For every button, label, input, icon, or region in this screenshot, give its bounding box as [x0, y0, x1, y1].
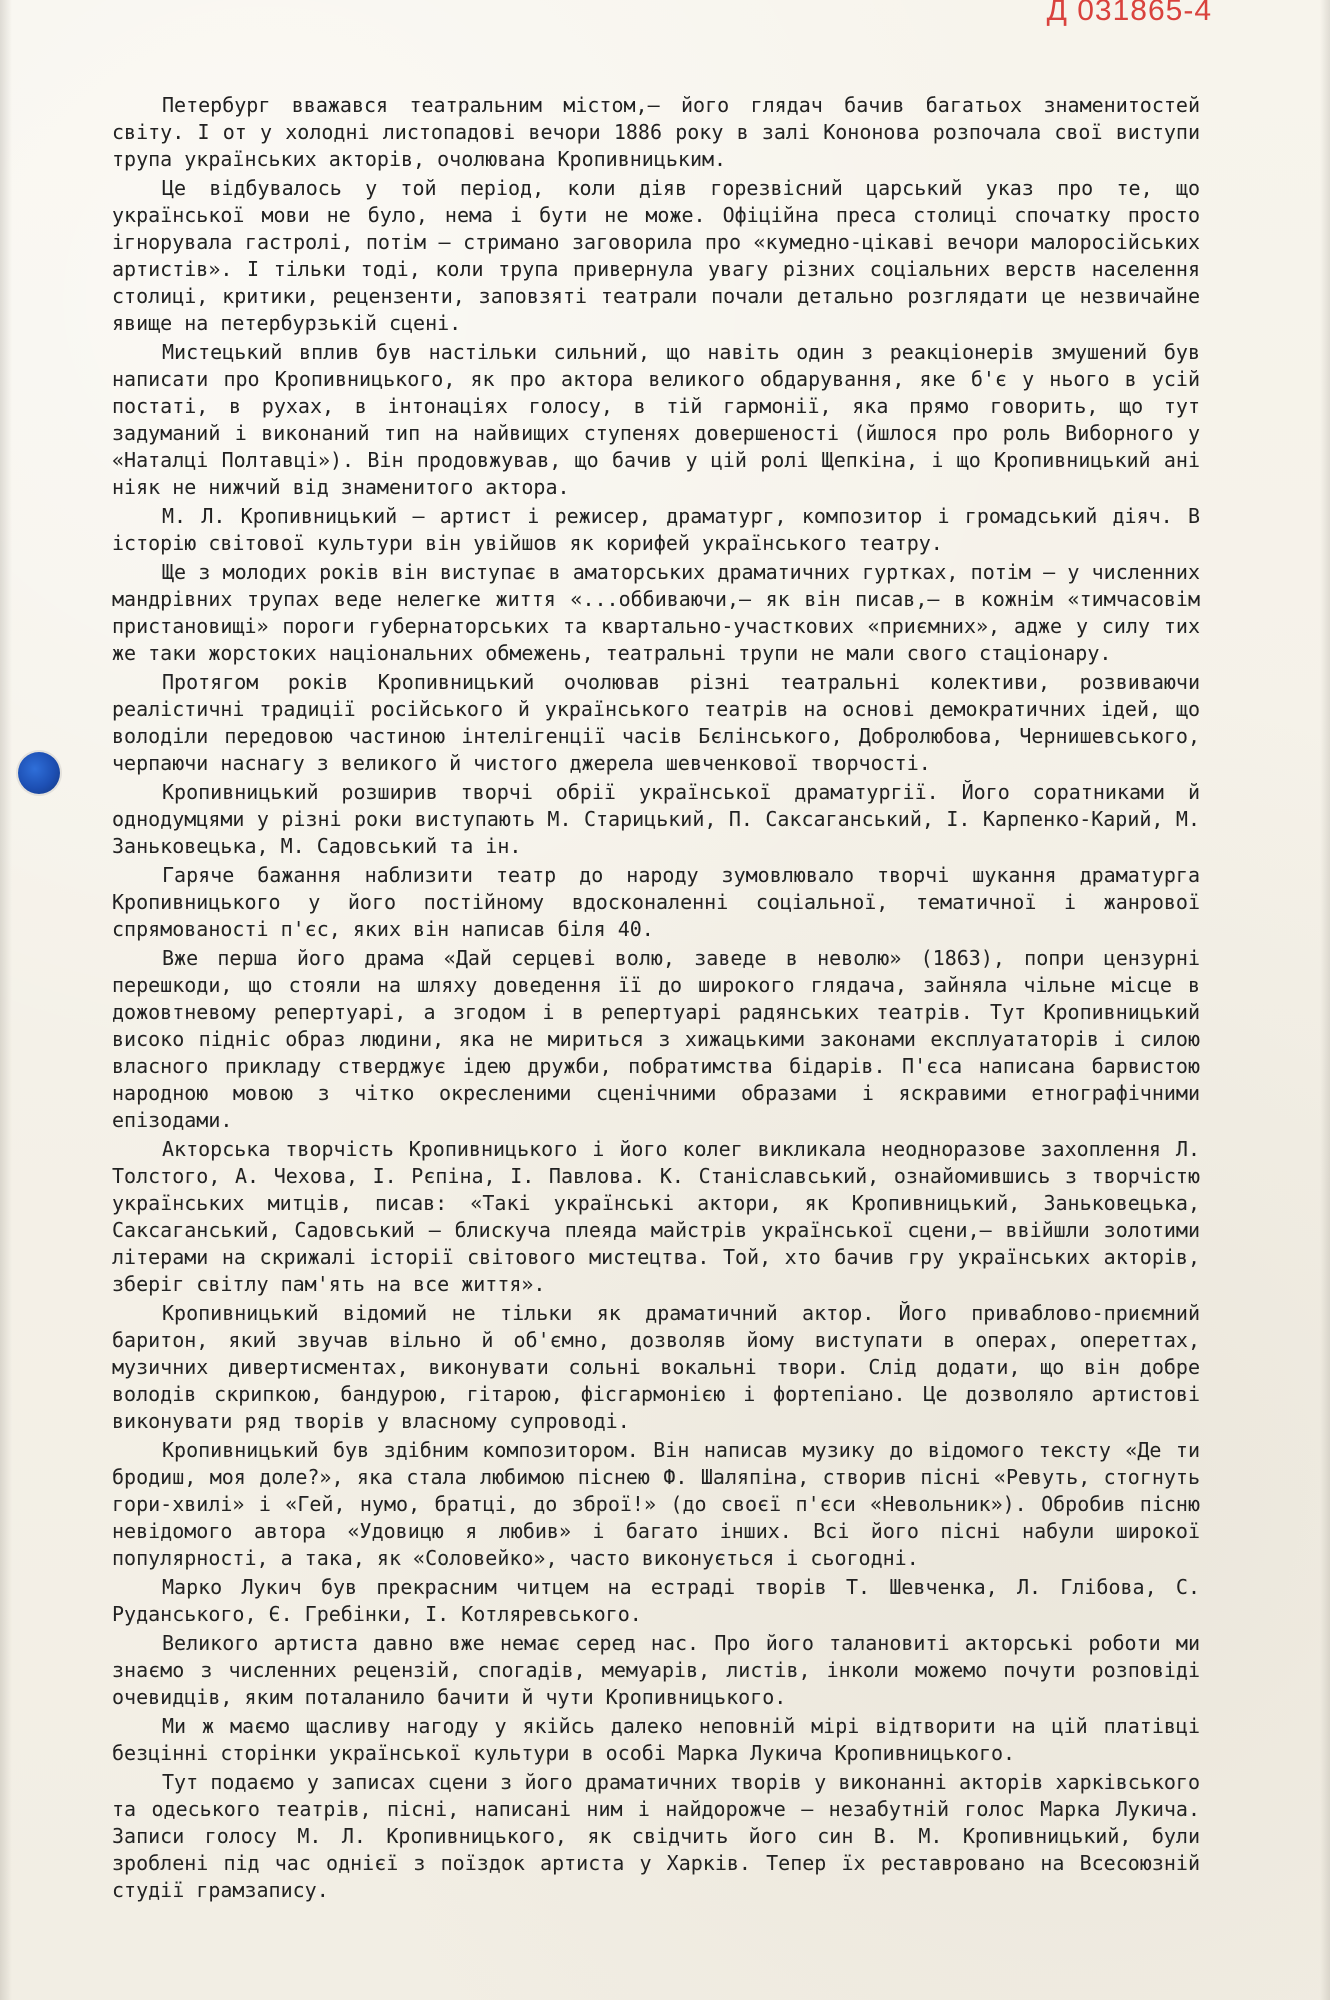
paragraph: Ми ж маємо щасливу нагоду у якійсь далеко неповній мірі відтворити на цій платівці безцінні сторінки української культури в особі Марка Лукича Кропивницького. [112, 1714, 1200, 1765]
paragraph: Кропивницький був здібним композитором. Він написав музику до відомого тексту «Де ти бродиш, моя доле?», яка стала любимою піснею Ф. Шаляпіна, створив пісні «Ревуть, стогнуть гори-хвилі» і «Гей, нумо, братці, до зброї!» (до своєї п'єси «Невольник»). Обробив пісню невідомого автора «Удовицю я любив» і багато інших. Всі його пісні набули широкої популярності, а така, як «Соловейко», часто виконується і сьогодні. [112, 1438, 1200, 1570]
document-stamp: Д 031865-4 [1046, 0, 1212, 27]
paragraph: Гаряче бажання наблизити театр до народу зумовлювало творчі шукання драматурга Кропивницького у його постійному вдосконаленні соціальної, тематичної і жанрової спрямованості п'єс, яких він написав біля 40. [112, 863, 1200, 941]
paragraph: Ще з молодих років він виступає в аматорських драматичних гуртках, потім — у численних мандрівних трупах веде нелегке життя «...оббиваючи,— як він писав,— в кожнім «тимчасовім пристановищі» пороги губернаторських та квартально-участкових «приємних», адже у силу тих же таки жорстоких національних обмежень, театральні трупи не мали свого стаціонару. [112, 560, 1200, 665]
article-text [112, 92, 1200, 1906]
paragraph: М. Л. Кропивницький — артист і режисер, драматург, композитор і громадський діяч. В історію світової культури він увійшов як корифей українського театру. [112, 504, 1200, 555]
paragraph: Кропивницький розширив творчі обрії української драматургії. Його соратниками й однодумцями у різні роки виступають М. Старицький, П. Саксаганський, І. Карпенко-Карий, М. Заньковецька, М. Садовський та ін. [112, 780, 1200, 858]
paragraph: Великого артиста давно вже немає серед нас. Про його талановиті акторські роботи ми знаємо з численних рецензій, спогадів, мемуарів, листів, інколи можемо почути розповіді очевидців, яким поталанило бачити й чути Кропивницького. [112, 1631, 1200, 1709]
paragraph: Вже перша його драма «Дай серцеві волю, заведе в неволю» (1863), попри цензурні перешкоди, що стояли на шляху доведення її до широкого глядача, зайняла чільне місце в дожовтневому репертуарі, а згодом і в репертуарі радянських театрів. Тут Кропивницький високо підніс образ людини, яка не мириться з хижацькими законами експлуататорів і силою власного прикладу стверджує ідею дружби, побратимства бідарів. П'єса написана барвистою народною мовою з чітко окресленими сценічними образами і яскравими етнографічними епізодами. [112, 946, 1200, 1132]
paragraph: Тут подаємо у записах сцени з його драматичних творів у виконанні акторів харківського та одеського театрів, пісні, написані ним і найдорожче — незабутній голос Марка Лукича. Записи голосу М. Л. Кропивницького, як свідчить його син В. М. Кропивницький, були зроблені під час однієї з поїздок артиста у Харків. Тепер їх реставровано на Всесоюзній студії грамзапису. [112, 1770, 1200, 1902]
paragraph: Акторська творчість Кропивницького і його колег викликала неодноразове захоплення Л. Толстого, А. Чехова, І. Рєпіна, І. Павлова. К. Станіславський, ознайомившись з творчістю українських митців, писав: «Такі українські актори, як Кропивницький, Заньковецька, Саксаганський, Садовський — блискуча плеяда майстрів української сцени,— ввійшли золотими літерами на скрижалі історії світового мистецтва. Той, хто бачив гру українських акторів, зберіг світлу пам'ять на все життя». [112, 1137, 1200, 1296]
paragraph: Мистецький вплив був настільки сильний, що навіть один з реакціонерів змушений був написати про Кропивницького, як про актора великого обдарування, яке б'є у нього в усій постаті, в рухах, в інтонаціях голосу, в тій гармонії, яка прямо говорить, що тут задуманий і виконаний тип на найвищих ступенях довершеності (йшлося про роль Виборного у «Наталці Полтавці»). Він продовжував, що бачив у цій ролі Щепкіна, і що Кропивницький ані ніяк не нижчий від знаменитого актора. [112, 340, 1200, 499]
paragraph: Протягом років Кропивницький очолював різні театральні колективи, розвиваючи реалістичні традиції російського й українського театрів на основі демократичних ідей, що володіли передовою частиною інтелігенції часів Бєлінського, Добролюбова, Чернишевського, черпаючи наснагу з великого й чистого джерела шевченкової творчості. [112, 670, 1200, 775]
paragraph: Кропивницький відомий не тільки як драматичний актор. Його приваблово-приємний баритон, який звучав вільно й об'ємно, дозволяв йому виступати в операх, опереттах, музичних дивертисментах, виконувати сольні вокальні твори. Слід додати, що він добре володів скрипкою, бандурою, гітарою, фісгармонією і фортепіано. Це дозволяло артистові виконувати ряд творів у власному супроводі. [112, 1301, 1200, 1433]
paragraph: Петербург вважався театральним містом,— його глядач бачив багатьох знаменитостей світу. І от у холодні листопадові вечори 1886 року в залі Кононова розпочала свої виступи трупа українських акторів, очолювана Кропивницьким. [112, 93, 1200, 171]
paragraph: Це відбувалось у той період, коли діяв горезвісний царський указ про те, що української мови не було, нема і бути не може. Офіційна преса столиці спочатку просто ігнорувала гастролі, потім — стримано заговорила про «кумедно-цікаві вечори малоросійських артистів». І тільки тоді, коли трупа привернула увагу різних соціальних верств населення столиці, критики, рецензенти, заповзяті театрали почали детально розглядати це незвичайне явище на петербурзькій сцені. [112, 176, 1200, 335]
punch-hole-icon [18, 752, 60, 794]
paragraph: Марко Лукич був прекрасним читцем на естраді творів Т. Шевченка, Л. Глібова, С. Руданського, Є. Гребінки, І. Котляревського. [112, 1575, 1200, 1626]
